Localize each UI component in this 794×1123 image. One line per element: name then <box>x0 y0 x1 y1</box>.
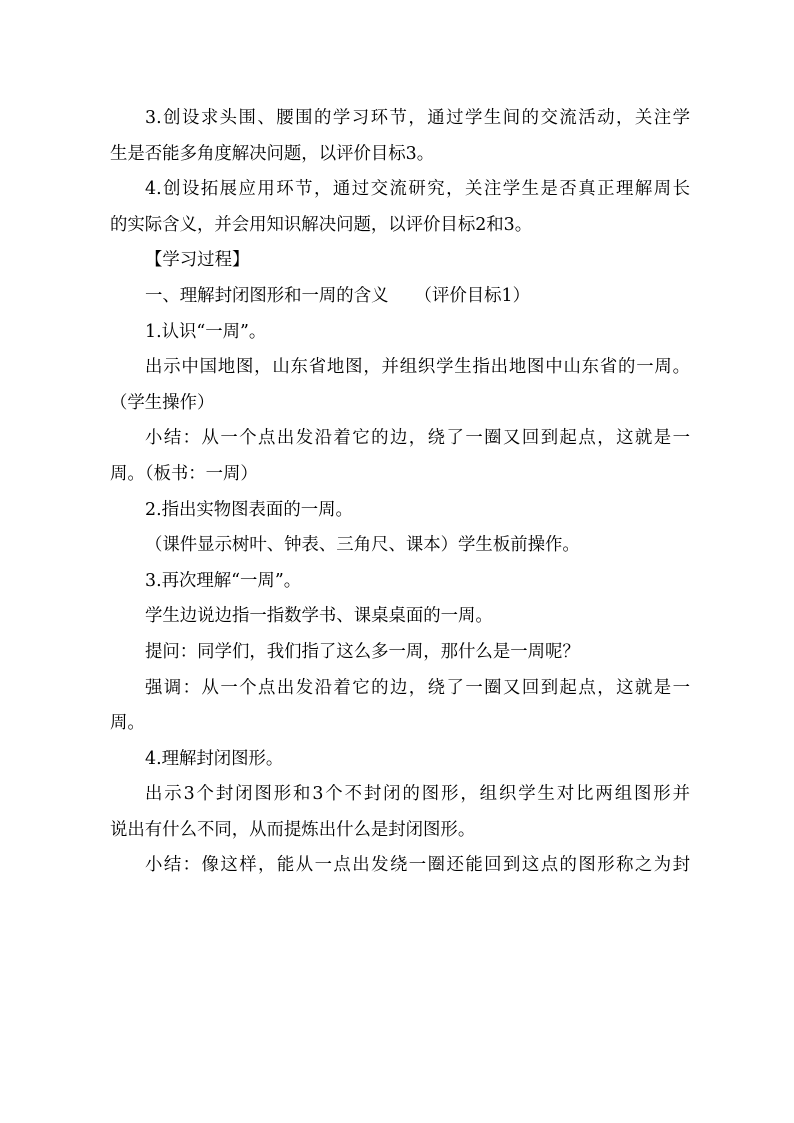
paragraph-line: 出示中国地图，山东省地图，并组织学生指出地图中山东省的一周。 <box>145 357 690 378</box>
paragraph-line: 周。 <box>110 713 145 734</box>
paragraph-line: （课件显示树叶、钟表、三角尺、课本）学生板前操作。 <box>145 535 580 556</box>
paragraph-line: 说出有什么不同，从而提炼出什么是封闭图形。 <box>110 819 476 840</box>
section-heading: 【学习过程】 <box>145 250 250 271</box>
paragraph-line: 提问：同学们，我们指了这么多一周，那什么是一周呢？ <box>145 641 580 662</box>
step-heading: 2.指出实物图表面的一周。 <box>145 499 353 520</box>
paragraph-line: 4.创设拓展应用环节，通过交流研究，关注学生是否真正理解周长 <box>145 179 690 200</box>
step-heading: 4.理解封闭图形。 <box>145 748 284 769</box>
paragraph-line: 3.创设求头围、腰围的学习环节，通过学生间的交流活动，关注学 <box>145 108 690 128</box>
paragraph-line: 生是否能多角度解决问题，以评价目标3。 <box>110 143 435 164</box>
subsection-heading: 一、理解封闭图形和一周的含义 （评价目标1） <box>145 285 530 306</box>
paragraph-line: 小结：从一个点出发沿着它的边，绕了一圈又回到起点，这就是一 <box>145 428 690 449</box>
paragraph-line: 学生边说边指一指数学书、课桌桌面的一周。 <box>145 606 493 627</box>
step-heading: 1.认识“一周”。 <box>145 321 267 342</box>
step-heading: 3.再次理解“一周”。 <box>145 570 302 591</box>
paragraph-line: 小结：像这样，能从一点出发绕一圈还能回到这点的图形称之为封 <box>145 855 690 876</box>
paragraph-line: 出示3个封闭图形和3个不封闭的图形，组织学生对比两组图形并 <box>145 784 690 805</box>
paragraph-line: 强调：从一个点出发沿着它的边，绕了一圈又回到起点，这就是一 <box>145 677 690 698</box>
document-body <box>110 101 690 884</box>
paragraph-line: 的实际含义，并会用知识解决问题，以评价目标2和3。 <box>110 214 533 235</box>
paragraph-line: （学生操作） <box>110 392 215 413</box>
paragraph-line: 周。（板书：一周） <box>110 463 258 484</box>
